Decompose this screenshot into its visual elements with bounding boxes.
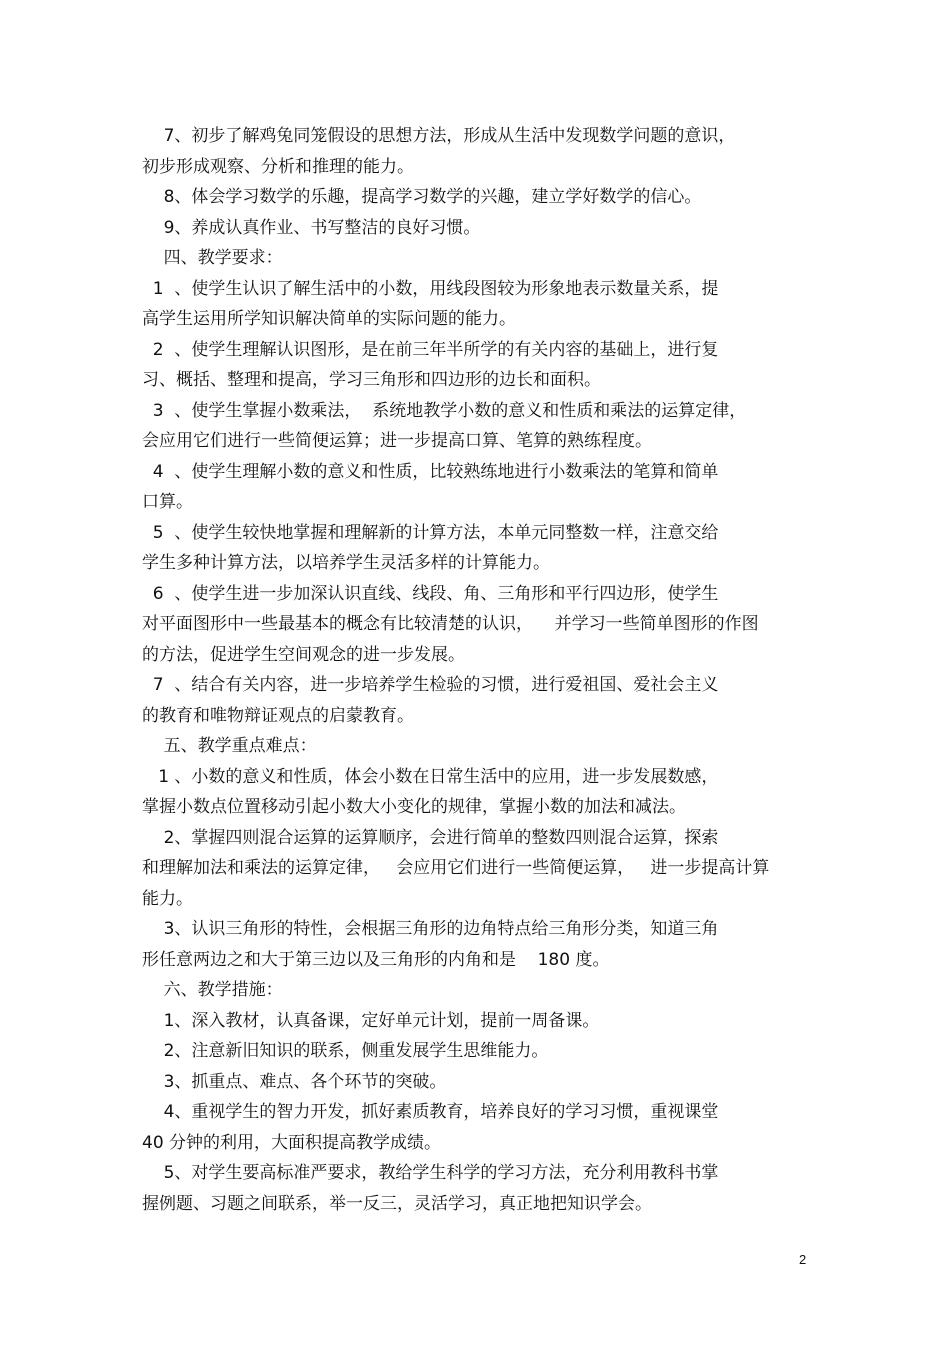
paragraph <box>142 762 822 823</box>
text-line: 4、重视学生的智力开发，抓好素质教育，培养良好的学习习惯，重视课堂 <box>142 1102 719 1122</box>
text-line: 能力。 <box>142 888 193 909</box>
paragraph <box>142 213 822 244</box>
text-line: 1 、小数的意义和性质，体会小数在日常生活中的应用，进一步发展数感， <box>142 766 719 787</box>
text-line: 2、掌握四则混合运算的运算顺序，会进行简单的整数四则混合运算，探索 <box>142 827 719 848</box>
text-line: 的方法，促进学生空间观念的进一步发展。 <box>142 644 465 665</box>
text-line: 六、教学措施： <box>142 980 283 1000</box>
text-line: 初步形成观察、分析和推理的能力。 <box>142 156 414 177</box>
paragraph <box>142 731 822 762</box>
text-line: 四、教学要求： <box>142 248 283 268</box>
paragraph <box>142 670 822 731</box>
paragraph <box>142 579 822 671</box>
text-line: 40 分钟的利用，大面积提高教学成绩。 <box>142 1132 442 1153</box>
text-line: 4 、使学生理解小数的意义和性质，比较熟练地进行小数乘法的笔算和简单 <box>142 461 719 482</box>
text-line: 2、注意新旧知识的联系，侧重发展学生思维能力。 <box>142 1041 549 1061</box>
text-line: 对平面图形中一些最基本的概念有比较清楚的认识， 并学习一些简单图形的作图 <box>142 614 759 634</box>
text-line: 习、概括、整理和提高，学习三角形和四边形的边长和面积。 <box>142 370 601 390</box>
paragraph <box>142 396 822 457</box>
text-line: 5 、使学生较快地掌握和理解新的计算方法，本单元同整数一样，注意交给 <box>142 522 719 543</box>
document-body <box>142 121 822 1219</box>
text-line: 掌握小数点位置移动引起小数大小变化的规律，掌握小数的加法和减法。 <box>142 797 686 817</box>
text-line: 和理解加法和乘法的运算定律， 会应用它们进行一些简便运算， 进一步提高计算 <box>142 858 770 878</box>
text-line: 3、抓重点、难点、各个环节的突破。 <box>142 1071 447 1092</box>
text-line: 形任意两边之和大于第三边以及三角形的内角和是 180 度。 <box>142 949 610 970</box>
text-line: 会应用它们进行一些简便运算；进一步提高口算、笔算的熟练程度。 <box>142 431 652 451</box>
text-line: 1 、使学生认识了解生活中的小数，用线段图较为形象地表示数量关系，提 <box>142 278 719 299</box>
text-line: 的教育和唯物辩证观点的启蒙教育。 <box>142 705 414 726</box>
text-line: 学生多种计算方法，以培养学生灵活多样的计算能力。 <box>142 553 550 573</box>
paragraph <box>142 274 822 335</box>
paragraph <box>142 1036 822 1067</box>
text-line: 8、体会学习数学的乐趣，提高学习数学的兴趣，建立学好数学的信心。 <box>142 187 702 207</box>
text-line: 7、初步了解鸡兔同笼假设的思想方法，形成从生活中发现数学问题的意识， <box>142 126 736 146</box>
paragraph <box>142 1067 822 1098</box>
text-line: 高学生运用所学知识解决简单的实际问题的能力。 <box>142 309 516 329</box>
paragraph <box>142 182 822 213</box>
paragraph <box>142 1006 822 1037</box>
text-line: 2 、使学生理解认识图形，是在前三年半所学的有关内容的基础上，进行复 <box>142 339 719 360</box>
text-line: 5、对学生要高标准严要求，教给学生科学的学习方法，充分利用教科书掌 <box>142 1163 719 1183</box>
paragraph <box>142 1158 822 1219</box>
text-line: 口算。 <box>142 492 193 512</box>
text-line: 五、教学重点难点： <box>142 736 317 756</box>
text-line: 3 、使学生掌握小数乘法， 系统地教学小数的意义和性质和乘法的运算定律， <box>142 400 747 421</box>
text-line: 3、认识三角形的特性，会根据三角形的边角特点给三角形分类，知道三角 <box>142 919 719 939</box>
paragraph <box>142 914 822 975</box>
text-line: 9、养成认真作业、书写整洁的良好习惯。 <box>142 217 481 238</box>
text-line: 1、深入教材，认真备课，定好单元计划，提前一周备课。 <box>142 1010 600 1031</box>
paragraph <box>142 243 822 274</box>
paragraph <box>142 121 822 182</box>
text-line: 6 、使学生进一步加深认识直线、线段、角、三角形和平行四边形，使学生 <box>142 583 719 604</box>
text-line: 握例题、习题之间联系，举一反三，灵活学习，真正地把知识学会。 <box>142 1193 652 1214</box>
paragraph <box>142 335 822 396</box>
paragraph <box>142 457 822 518</box>
paragraph <box>142 1097 822 1158</box>
paragraph <box>142 975 822 1006</box>
text-line: 7 、结合有关内容，进一步培养学生检验的习惯，进行爱祖国、爱社会主义 <box>142 675 719 695</box>
paragraph <box>142 518 822 579</box>
paragraph <box>142 823 822 915</box>
page-number: 2 <box>799 1252 807 1267</box>
